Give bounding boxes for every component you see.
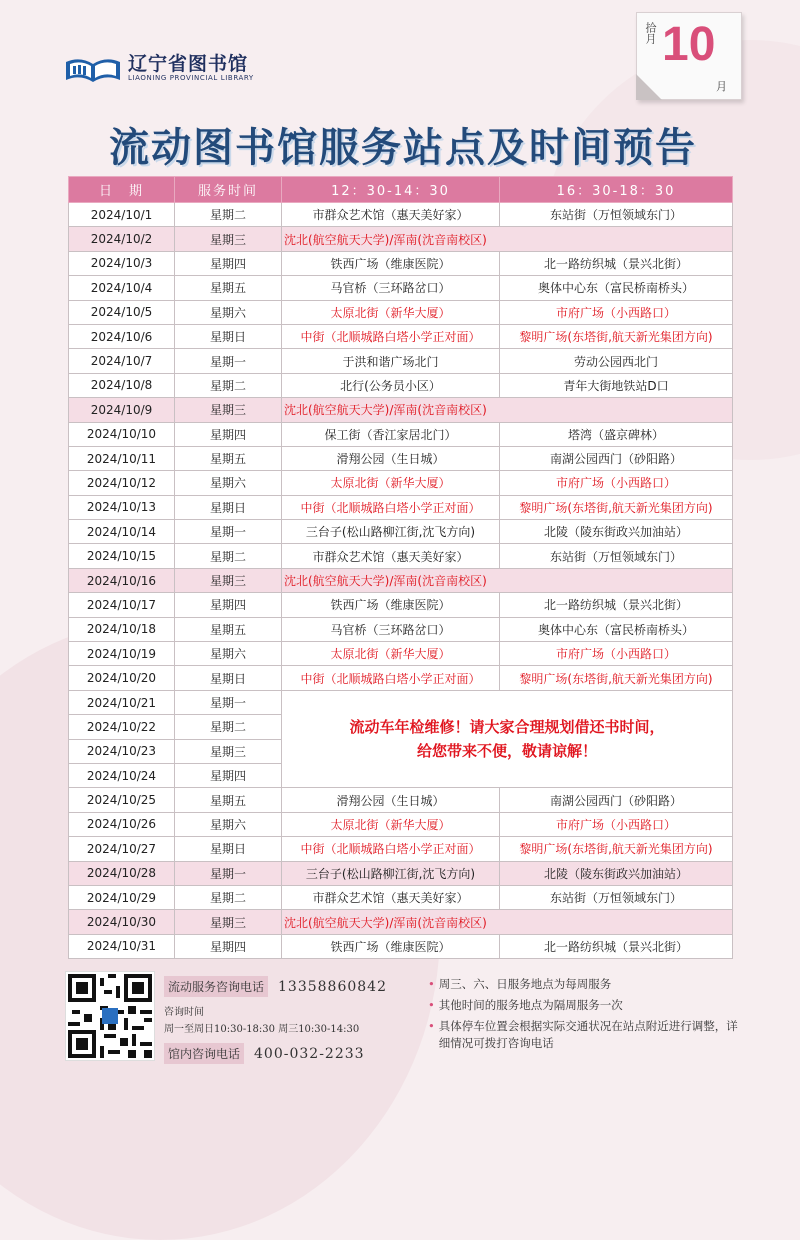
table-row <box>69 934 733 958</box>
location-cell-slot-1: 铁西广场（维康医院） <box>282 934 500 958</box>
weekday-cell: 星期六 <box>175 642 282 666</box>
location-cell-slot-2: 东站街（万恒领域东门） <box>500 885 733 909</box>
table-row <box>69 690 733 714</box>
location-cell-slot-1: 马官桥（三环路岔口） <box>282 276 500 300</box>
location-cell: 沈北(航空航天大学)/浑南(沈音南校区) <box>282 910 733 934</box>
location-cell-slot-1: 滑翔公园（生日城） <box>282 788 500 812</box>
date-cell: 2024/10/8 <box>69 373 175 397</box>
table-row <box>69 885 733 909</box>
bullet-icon: • <box>428 998 435 1012</box>
location-cell-slot-2: 劳动公园西北门 <box>500 349 733 373</box>
date-cell: 2024/10/18 <box>69 617 175 641</box>
note-item <box>428 997 748 1014</box>
location-cell-slot-2: 市府广场（小西路口） <box>500 300 733 324</box>
date-cell: 2024/10/31 <box>69 934 175 958</box>
location-cell: 沈北(航空航天大学)/浑南(沈音南校区) <box>282 398 733 422</box>
location-cell-slot-1: 太原北街（新华大厦） <box>282 300 500 324</box>
calendar-number: 10 <box>662 18 716 71</box>
calendar-label: 拾月 <box>644 22 657 44</box>
note-item <box>428 976 748 993</box>
weekday-cell: 星期五 <box>175 276 282 300</box>
table-row <box>69 910 733 934</box>
mobile-service-label: 流动服务咨询电话 <box>164 976 268 997</box>
table-row <box>69 568 733 592</box>
table-row <box>69 324 733 348</box>
date-cell: 2024/10/6 <box>69 324 175 348</box>
location-cell-slot-1: 三台子(松山路柳江街,沈飞方向) <box>282 861 500 885</box>
weekday-cell: 星期一 <box>175 349 282 373</box>
location-cell-slot-1: 马官桥（三环路岔口） <box>282 617 500 641</box>
location-cell-slot-2: 南湖公园西门（砂阳路） <box>500 446 733 470</box>
weekday-cell: 星期六 <box>175 300 282 324</box>
weekday-cell: 星期二 <box>175 544 282 568</box>
table-row <box>69 471 733 495</box>
table-row <box>69 373 733 397</box>
table-row <box>69 837 733 861</box>
location-cell-slot-1: 北行(公务员小区） <box>282 373 500 397</box>
location-cell-slot-1: 中街（北顺城路白塔小学正对面） <box>282 324 500 348</box>
notice-line-2: 给您带来不便，敬请谅解！ <box>416 742 597 761</box>
location-cell-slot-2: 南湖公园西门（砂阳路） <box>500 788 733 812</box>
weekday-cell: 星期四 <box>175 593 282 617</box>
table-row <box>69 398 733 422</box>
weekday-cell: 星期一 <box>175 861 282 885</box>
logo-english-name: LIAONING PROVINCIAL LIBRARY <box>128 74 254 82</box>
weekday-cell: 星期三 <box>175 398 282 422</box>
note-text: 其他时间的服务地点为隔周服务一次 <box>438 998 623 1012</box>
note-text: 周三、六、日服务地点为每周服务 <box>438 977 612 991</box>
location-cell-slot-2: 东站街（万恒领域东门） <box>500 544 733 568</box>
maintenance-notice <box>282 690 733 788</box>
location-cell-slot-1: 太原北街（新华大厦） <box>282 812 500 836</box>
table-row <box>69 812 733 836</box>
page-curl-icon <box>636 74 662 100</box>
header-slot-2: 16：30-18：30 <box>500 177 733 203</box>
table-row <box>69 251 733 275</box>
table-row <box>69 666 733 690</box>
weekday-cell: 星期五 <box>175 788 282 812</box>
location-cell-slot-1: 中街（北顺城路白塔小学正对面） <box>282 666 500 690</box>
hours-label: 咨询时间 <box>164 1007 204 1018</box>
table-row <box>69 300 733 324</box>
table-row <box>69 788 733 812</box>
table-row <box>69 520 733 544</box>
location-cell-slot-1: 铁西广场（维康医院） <box>282 251 500 275</box>
bullet-icon: • <box>428 1019 435 1033</box>
date-cell: 2024/10/14 <box>69 520 175 544</box>
schedule-table <box>68 176 733 959</box>
table-row <box>69 642 733 666</box>
book-logo-icon <box>64 50 122 86</box>
weekday-cell: 星期日 <box>175 666 282 690</box>
location-cell-slot-2: 北一路纺织城（景兴北街） <box>500 593 733 617</box>
location-cell-slot-1: 滑翔公园（生日城） <box>282 446 500 470</box>
calendar-month: 月 <box>716 80 727 93</box>
location-cell-slot-1: 中街（北顺城路白塔小学正对面） <box>282 495 500 519</box>
date-cell: 2024/10/26 <box>69 812 175 836</box>
weekday-cell: 星期三 <box>175 739 282 763</box>
weekday-cell: 星期日 <box>175 495 282 519</box>
location-cell-slot-2: 北一路纺织城（景兴北街） <box>500 934 733 958</box>
location-cell-slot-1: 市群众艺术馆（惠天美好家） <box>282 544 500 568</box>
location-cell-slot-2: 黎明广场(东塔街,航天新光集团方向) <box>500 495 733 519</box>
date-cell: 2024/10/15 <box>69 544 175 568</box>
location-cell-slot-2: 青年大街地铁站D口 <box>500 373 733 397</box>
weekday-cell: 星期四 <box>175 934 282 958</box>
header-date: 日 期 <box>69 177 175 203</box>
weekday-cell: 星期六 <box>175 812 282 836</box>
table-row <box>69 617 733 641</box>
date-cell: 2024/10/4 <box>69 276 175 300</box>
date-cell: 2024/10/23 <box>69 739 175 763</box>
date-cell: 2024/10/21 <box>69 690 175 714</box>
note-text: 具体停车位置会根据实际交通状况在站点附近进行调整，详细情况可拨打咨询电话 <box>438 1019 738 1050</box>
weekday-cell: 星期二 <box>175 203 282 227</box>
weekday-cell: 星期三 <box>175 910 282 934</box>
table-row <box>69 861 733 885</box>
weekday-cell: 星期二 <box>175 715 282 739</box>
logo-chinese-name: 辽宁省图书馆 <box>128 53 249 75</box>
location-cell-slot-1: 保工街（香江家居北门） <box>282 422 500 446</box>
weekday-cell: 星期四 <box>175 763 282 787</box>
mobile-service-phone[interactable]: 13358860842 <box>278 978 387 995</box>
location-cell-slot-2: 东站街（万恒领域东门） <box>500 203 733 227</box>
location-cell: 沈北(航空航天大学)/浑南(沈音南校区) <box>282 227 733 251</box>
date-cell: 2024/10/29 <box>69 885 175 909</box>
location-cell: 沈北(航空航天大学)/浑南(沈音南校区) <box>282 568 733 592</box>
date-cell: 2024/10/9 <box>69 398 175 422</box>
date-cell: 2024/10/11 <box>69 446 175 470</box>
weekday-cell: 星期五 <box>175 617 282 641</box>
weekday-cell: 星期日 <box>175 837 282 861</box>
notice-line-1: 流动车年检维修！请大家合理规划借还书时间， <box>349 718 665 737</box>
location-cell-slot-2: 黎明广场(东塔街,航天新光集团方向) <box>500 666 733 690</box>
table-row <box>69 227 733 251</box>
weekday-cell: 星期二 <box>175 373 282 397</box>
location-cell-slot-2: 市府广场（小西路口） <box>500 812 733 836</box>
date-cell: 2024/10/13 <box>69 495 175 519</box>
weekday-cell: 星期五 <box>175 446 282 470</box>
location-cell-slot-2: 奥体中心东（富民桥南桥头） <box>500 276 733 300</box>
bullet-icon: • <box>428 977 435 991</box>
note-item <box>428 1018 748 1052</box>
weekday-cell: 星期三 <box>175 568 282 592</box>
date-cell: 2024/10/12 <box>69 471 175 495</box>
weekday-cell: 星期六 <box>175 471 282 495</box>
date-cell: 2024/10/27 <box>69 837 175 861</box>
service-notes <box>428 976 748 1052</box>
date-cell: 2024/10/24 <box>69 763 175 787</box>
date-cell: 2024/10/25 <box>69 788 175 812</box>
location-cell-slot-1: 太原北街（新华大厦） <box>282 642 500 666</box>
date-cell: 2024/10/30 <box>69 910 175 934</box>
qr-code-icon <box>68 974 152 1058</box>
date-cell: 2024/10/1 <box>69 203 175 227</box>
location-cell-slot-1: 市群众艺术馆（惠天美好家） <box>282 885 500 909</box>
weekday-cell: 星期一 <box>175 520 282 544</box>
table-row <box>69 593 733 617</box>
library-phone[interactable]: 400-032-2233 <box>254 1045 365 1062</box>
location-cell-slot-2: 北陵（陵东街政兴加油站） <box>500 520 733 544</box>
date-cell: 2024/10/16 <box>69 568 175 592</box>
header-service-time: 服务时间 <box>175 177 282 203</box>
table-row <box>69 349 733 373</box>
library-logo <box>64 50 254 86</box>
header-slot-1: 12：30-14：30 <box>282 177 500 203</box>
location-cell-slot-2: 塔湾（盛京碑林） <box>500 422 733 446</box>
location-cell-slot-2: 北一路纺织城（景兴北街） <box>500 251 733 275</box>
weekday-cell: 星期四 <box>175 422 282 446</box>
date-cell: 2024/10/17 <box>69 593 175 617</box>
location-cell-slot-1: 三台子(松山路柳江街,沈飞方向) <box>282 520 500 544</box>
table-row <box>69 446 733 470</box>
date-cell: 2024/10/3 <box>69 251 175 275</box>
date-cell: 2024/10/5 <box>69 300 175 324</box>
date-cell: 2024/10/20 <box>69 666 175 690</box>
date-cell: 2024/10/19 <box>69 642 175 666</box>
location-cell-slot-2: 奥体中心东（富民桥南桥头） <box>500 617 733 641</box>
table-row <box>69 544 733 568</box>
location-cell-slot-2: 北陵（陵东街政兴加油站） <box>500 861 733 885</box>
location-cell-slot-2: 市府广场（小西路口） <box>500 642 733 666</box>
location-cell-slot-1: 市群众艺术馆（惠天美好家） <box>282 203 500 227</box>
date-cell: 2024/10/2 <box>69 227 175 251</box>
table-row <box>69 495 733 519</box>
date-cell: 2024/10/10 <box>69 422 175 446</box>
location-cell-slot-2: 黎明广场(东塔街,航天新光集团方向) <box>500 837 733 861</box>
hours-text: 周一至周日10:30-18:30 周三10:30-14:30 <box>164 1024 360 1035</box>
weekday-cell: 星期日 <box>175 324 282 348</box>
table-row <box>69 203 733 227</box>
date-cell: 2024/10/28 <box>69 861 175 885</box>
location-cell-slot-2: 黎明广场(东塔街,航天新光集团方向) <box>500 324 733 348</box>
date-cell: 2024/10/22 <box>69 715 175 739</box>
table-header-row <box>69 177 733 203</box>
date-cell: 2024/10/7 <box>69 349 175 373</box>
weekday-cell: 星期四 <box>175 251 282 275</box>
calendar-badge <box>636 12 740 100</box>
location-cell-slot-2: 市府广场（小西路口） <box>500 471 733 495</box>
location-cell-slot-1: 于洪和谐广场北门 <box>282 349 500 373</box>
library-label: 馆内咨询电话 <box>164 1043 244 1064</box>
location-cell-slot-1: 中街（北顺城路白塔小学正对面） <box>282 837 500 861</box>
location-cell-slot-1: 太原北街（新华大厦） <box>282 471 500 495</box>
weekday-cell: 星期二 <box>175 885 282 909</box>
contact-info <box>164 976 424 1064</box>
table-row <box>69 422 733 446</box>
page-title: 流动图书馆服务站点及时间预告 <box>109 125 697 171</box>
location-cell-slot-1: 铁西广场（维康医院） <box>282 593 500 617</box>
qr-code <box>66 972 154 1060</box>
table-row <box>69 276 733 300</box>
weekday-cell: 星期三 <box>175 227 282 251</box>
weekday-cell: 星期一 <box>175 690 282 714</box>
